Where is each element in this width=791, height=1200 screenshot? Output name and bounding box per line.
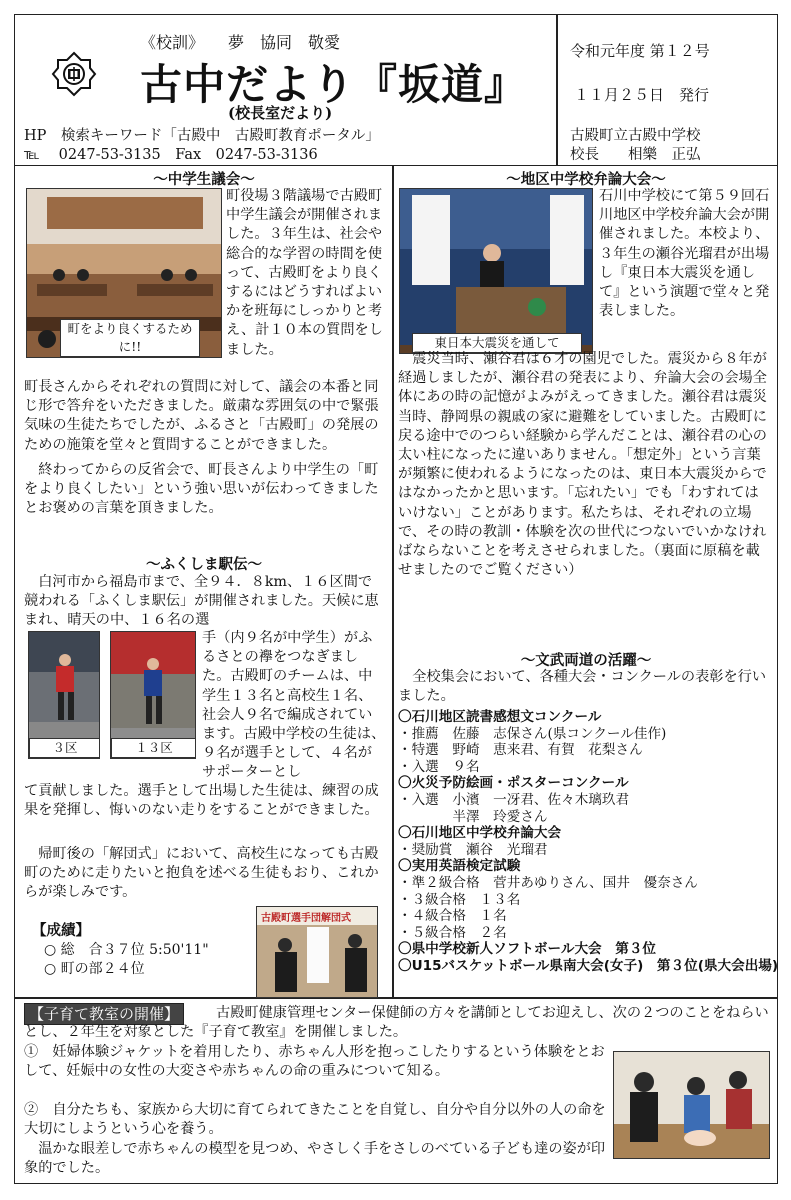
ekiden-photo-section-13 [110,631,196,759]
ekiden-result-overall: ○ 総 合３７位 5:50'11" [44,942,209,958]
parenting-photo [613,1051,770,1159]
speech-body: 震災当時、瀬谷君は６才の園児でした。震災から８年が経過しましたが、瀬谷君の発表により、弁論大会の会場全体にあの時の記憶がよみがえってきました。瀬谷君は震災当時、静岡県の親戚の家に避難をしていました。古殿町に戻る途中でのつらい経験から学んだことは、瀬谷君の心の太い柱になったに違いありません。「想定外」という言葉が頻繁に使われるようになったのは、東日本大震災からではなかったかと思います。「忘れたい」でも「わすれてはいけない」ことがあります。私たちは、それぞれの立場で、その時の教訓・体験を次の世代につないでいかなければならないことを考えさせられました。（裏面に原稿を載せましたのでご覧ください） [398,351,767,579]
parenting-item-1: ① 妊婦体験ジャケットを着用したり、赤ちゃん人形を抱っこしたりするという体験をとおして、妊娠中の女性の大変さや赤ちゃんの命の重みについて知る。 [24,1044,605,1080]
ekiden-caption-section-13: １３区 [111,738,196,758]
ekiden-result-town: ○ 町の部２４位 [44,961,145,977]
awards-list [398,709,779,975]
award-category: 〇県中学校新人ソフトボール大会 第３位 [398,941,657,958]
issue-number: 令和元年度 第１２号 [570,42,710,60]
award-entry: ・４級合格 １名 [398,908,507,925]
award-entry: ・３級合格 １３名 [398,891,521,908]
bunbu-heading: 〜文武両道の活躍〜 [520,653,652,669]
award-category: 〇U15バスケットボール県南大会(女子) 第３位(県大会出場) [398,957,779,974]
ekiden-caption-section-3: ３区 [29,738,100,758]
award-entry: ・特選 野崎 恵来君、有賀 花梨さん [398,742,643,759]
award-entry: ・準２級合格 菅井あゆりさん、国井 優奈さん [398,874,698,891]
council-photo [26,188,222,358]
ekiden-intro: 白河市から福島市まで、全９４．８km、１６区間で競われる「ふくしま駅伝」が開催されました。天候に恵まれ、晴天の中、１６名の選 [24,574,379,629]
award-entry: 半澤 玲愛さん [398,808,548,825]
issue-date: １１月２５日 発行 [574,86,710,104]
school-emblem-icon [50,50,98,98]
award-category: 〇実用英語検定試験 [398,858,521,875]
award-category: 〇石川地区中学校弁論大会 [398,825,562,842]
award-entry: ・５級合格 ２名 [398,924,507,941]
council-body: 町長さんからそれぞれの質問に対して、議会の本番と同じ形で答弁をいただきました。厳粛な雰囲気の中で緊張気味の生徒たちでしたが、ふるさと「古殿町」の発展のための施策を堂々と質問することができました。 [24,379,379,453]
council-closing: 終わってからの反省会で、町長さんより中学生の「町をより良くしたい」という強い思いが伝わってきましたとお褒めの言葉を頂きました。 [24,462,379,517]
school-name: 古殿町立古殿中学校 [570,128,701,144]
bunbu-intro: 全校集会において、各種大会・コンクールの表彰を行いました。 [398,669,767,705]
ekiden-ceremony-photo [256,906,378,998]
speech-side-text: 石川中学校にて第５９回石川地区中学校弁論大会が開催されました。本校より、３年生の瀬谷光瑠君が出場し『東日本大震災を通して』という演題で堂々と発表しました。 [599,188,770,320]
award-category: 〇石川地区読書感想文コンクール [398,709,602,725]
award-entry: ・入選 小濱 一冴君、佐々木璃玖君 [398,791,630,808]
award-entry: ・奨励賞 瀬谷 光瑠君 [398,841,548,858]
award-entry: ・推薦 佐藤 志保さん(県コンクール佳作) [398,725,667,742]
speech-heading: 〜地区中学校弁論大会〜 [506,172,666,188]
ekiden-ceremony-banner: 古殿町選手団解団式 [261,913,351,924]
parenting-intro: 古殿町健康管理センター保健師の方々を講師としてお迎えし、次の２つのことをねらいとし、２年生を対象とした『子育て教室』を開催しました。 [24,1005,769,1041]
parenting-item-2: ② 自分たちも、家族から大切に育てられてきたことを自覚し、自分や自分以外の人の命を大切にしようという心を養う。 [24,1102,606,1138]
ekiden-photo-section-3 [28,631,100,759]
council-photo-caption: 町をより良くするために!! [60,319,200,357]
header-divider [556,14,558,166]
parenting-heading: 【子育て教室の開催】 [24,1003,184,1025]
award-category: 〇火災予防絵画・ポスターコンクール [398,775,629,792]
ekiden-closing: 帰町後の「解団式」において、高校生になっても古殿町のために走りたいと抱負を述べる生徒もおり、これからが楽しみです。 [24,846,379,901]
homepage-keyword: HP 検索キーワード「古殿中 古殿町教育ポータル」 [24,128,380,144]
school-motto: 《校訓》 夢 協同 敬愛 [140,33,341,52]
parenting-closing: 温かな眼差しで赤ちゃんの模型を見つめ、やさしく手をさしのべている子ども達の姿が印象的でした。 [24,1141,606,1177]
principal-name: 校長 相樂 正弘 [570,147,701,163]
newsletter-title: 古中だより『坂道』 [140,60,528,109]
council-heading: 〜中学生議会〜 [153,172,255,188]
speech-photo [399,188,593,354]
contact-phone-fax: ℡ 0247-53-3135 Fax 0247-53-3136 [24,147,318,163]
award-entry: ・入選 ９名 [398,758,480,775]
column-divider [392,166,394,998]
newsletter-subtitle: (校長室だより) [228,104,333,122]
speech-photo-caption: 東日本大震災を通して [412,333,582,353]
ekiden-side-text: 手（内９名が中学生）がふるさとの襷をつなぎました。古殿町のチームは、中学生１３名と高校生１名、社会人９名で編成されています。古殿中学校の生徒は、９名が選手として、４名がサポーターとし [202,630,386,781]
ekiden-body: て貢献しました。選手として出場した生徒は、練習の成果を発揮し、悔いのない走りをすることができました。 [24,783,379,819]
ekiden-results-title: 【成績】 [32,922,90,939]
council-side-text: 町役場３階議場で古殿町中学生議会が開催されました。３年生は、社会や総合的な学習の時間を使って、古殿町をより良くするにはどうすればよいかを班毎にしっかりと考え、計１０本の質問をしました。 [226,188,383,358]
ekiden-heading: 〜ふくしま駅伝〜 [146,557,262,573]
